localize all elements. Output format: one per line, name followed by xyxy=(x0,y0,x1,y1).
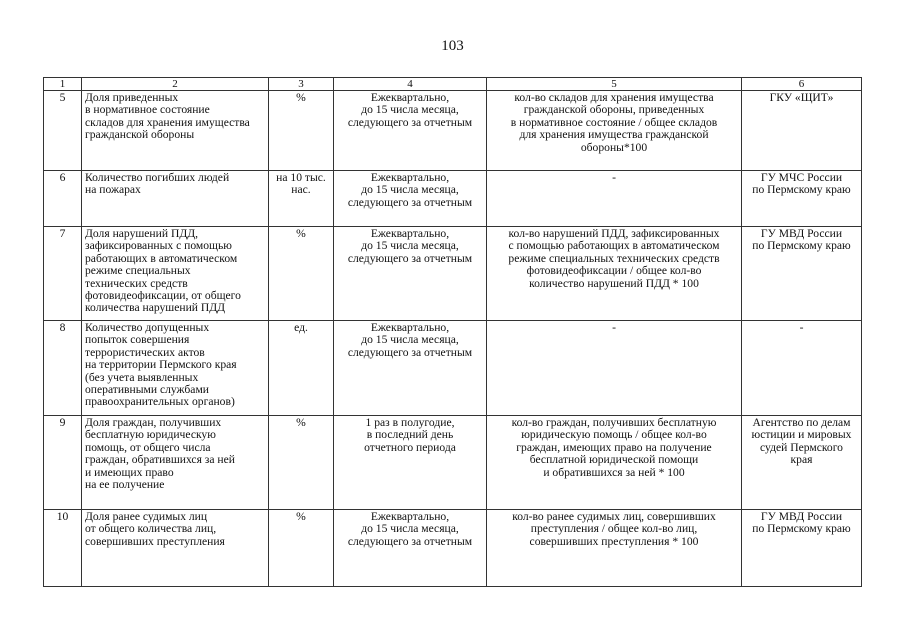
table-row xyxy=(44,510,862,587)
row-number: 7 xyxy=(44,227,82,321)
page-number: 103 xyxy=(441,38,464,54)
source: ГУ МВД России по Пермскому краю xyxy=(742,510,862,587)
formula: кол-во ранее судимых лиц, совершивших преступления / общее кол-во лиц, совершивших преступления * 100 xyxy=(487,510,742,587)
unit: % xyxy=(269,510,334,587)
header-cell: 6 xyxy=(742,78,862,91)
indicator-name: Доля приведенных в нормативное состояние складов для хранения имущества гражданской обороны xyxy=(82,91,269,171)
formula: кол-во складов для хранения имущества гражданской обороны, приведенных в нормативное состояние / общее складов для хранения имущества гражданской обороны*100 xyxy=(487,91,742,171)
period: Ежеквартально, до 15 числа месяца, следующего за отчетным xyxy=(334,171,487,227)
table-row xyxy=(44,321,862,416)
header-cell: 4 xyxy=(334,78,487,91)
source: ГУ МЧС России по Пермскому краю xyxy=(742,171,862,227)
indicator-name: Доля граждан, получивших бесплатную юридическую помощь, от общего числа граждан, обратившихся за ней и имеющих право на ее получение xyxy=(82,416,269,510)
unit: ед. xyxy=(269,321,334,416)
indicators-table xyxy=(43,77,862,587)
unit: на 10 тыс. нас. xyxy=(269,171,334,227)
table-row xyxy=(44,171,862,227)
indicator-name: Доля нарушений ПДД, зафиксированных с помощью работающих в автоматическом режиме специальных технических средств фотовидеофиксации, от общего количества нарушений ПДД xyxy=(82,227,269,321)
header-cell: 3 xyxy=(269,78,334,91)
table-row xyxy=(44,91,862,171)
source: Агентство по делам юстиции и мировых судей Пермского края xyxy=(742,416,862,510)
period: Ежеквартально, до 15 числа месяца, следующего за отчетным xyxy=(334,91,487,171)
source: ГУ МВД России по Пермскому краю xyxy=(742,227,862,321)
source: - xyxy=(742,321,862,416)
header-cell: 2 xyxy=(82,78,269,91)
header-cell: 1 xyxy=(44,78,82,91)
formula: - xyxy=(487,171,742,227)
row-number: 10 xyxy=(44,510,82,587)
row-number: 8 xyxy=(44,321,82,416)
period: Ежеквартально, до 15 числа месяца, следующего за отчетным xyxy=(334,227,487,321)
formula: кол-во нарушений ПДД, зафиксированных с помощью работающих в автоматическом режиме специальных технических средств фотовидеофиксации / общее кол-во количество нарушений ПДД * 100 xyxy=(487,227,742,321)
unit: % xyxy=(269,416,334,510)
unit: % xyxy=(269,227,334,321)
period: Ежеквартально, до 15 числа месяца, следующего за отчетным xyxy=(334,510,487,587)
period: 1 раз в полугодие, в последний день отчетного периода xyxy=(334,416,487,510)
period: Ежеквартально, до 15 числа месяца, следующего за отчетным xyxy=(334,321,487,416)
row-number: 9 xyxy=(44,416,82,510)
indicator-name: Количество погибших людей на пожарах xyxy=(82,171,269,227)
formula: - xyxy=(487,321,742,416)
indicator-name: Количество допущенных попыток совершения террористических актов на территории Пермского края (без учета выявленных оперативными службами правоохранительных органов) xyxy=(82,321,269,416)
indicator-name: Доля ранее судимых лиц от общего количества лиц, совершивших преступления xyxy=(82,510,269,587)
table-row xyxy=(44,227,862,321)
unit: % xyxy=(269,91,334,171)
table-header-row xyxy=(44,78,862,91)
formula: кол-во граждан, получивших бесплатную юридическую помощь / общее кол-во граждан, имеющих право на получение бесплатной юридической помощи и обратившихся за ней * 100 xyxy=(487,416,742,510)
row-number: 5 xyxy=(44,91,82,171)
row-number: 6 xyxy=(44,171,82,227)
table-row xyxy=(44,416,862,510)
header-cell: 5 xyxy=(487,78,742,91)
source: ГКУ «ЩИТ» xyxy=(742,91,862,171)
